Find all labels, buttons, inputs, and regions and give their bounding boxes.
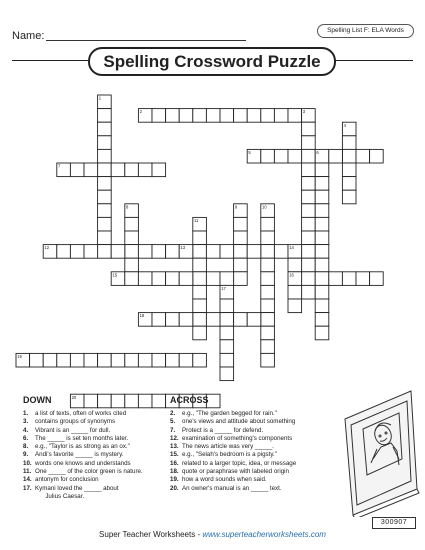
grid-cell[interactable] [193, 313, 207, 327]
grid-cell[interactable] [302, 231, 316, 245]
across-clue: 5. one's views and attitude about something [170, 418, 296, 426]
clue-number: 6 [316, 150, 319, 155]
book-illustration [333, 385, 421, 517]
grid-cell[interactable] [315, 285, 329, 299]
grid-cell[interactable] [98, 204, 112, 218]
grid-cell[interactable] [57, 353, 71, 367]
grid-cell[interactable] [98, 190, 112, 204]
grid-cell[interactable] [98, 163, 112, 177]
grid-cell[interactable] [329, 149, 343, 163]
across-clue: 15. e.g., "Selah's bedroom is a pigsty." [170, 451, 277, 459]
grid-cell[interactable] [193, 245, 207, 259]
grid-cell[interactable] [234, 109, 248, 123]
grid-cell[interactable] [193, 272, 207, 286]
clue-number: 14 [289, 245, 294, 251]
grid-cell[interactable] [179, 272, 193, 286]
grid-cell[interactable] [220, 245, 234, 259]
grid-cell[interactable] [84, 353, 98, 367]
down-clue: 3. contains groups of synonyms [23, 418, 116, 426]
grid-cell[interactable] [125, 163, 139, 177]
across-clue: 19. how a word sounds when said. [170, 476, 267, 484]
grid-cell[interactable] [261, 258, 275, 272]
grid-cell[interactable] [166, 353, 180, 367]
grid-cell[interactable] [247, 313, 261, 327]
grid-cell[interactable] [302, 217, 316, 231]
grid-cell[interactable] [302, 136, 316, 150]
grid-cell[interactable] [152, 245, 166, 259]
clue-number: 3 [302, 109, 306, 115]
grid-cell[interactable] [261, 272, 275, 286]
grid-cell[interactable] [193, 231, 207, 245]
grid-cell[interactable] [315, 204, 329, 218]
across-clue-list [170, 410, 296, 493]
grid-cell[interactable] [70, 163, 84, 177]
down-clue: 9. Andi's favorite _____ is mystery. [23, 451, 124, 459]
grid-cell[interactable] [43, 353, 57, 367]
grid-cell[interactable] [302, 190, 316, 204]
clue-number: 16 [289, 272, 294, 278]
grid-cell[interactable] [220, 299, 234, 313]
grid-cell[interactable] [342, 272, 356, 286]
across-heading: ACROSS [170, 395, 209, 405]
grid-cell[interactable] [70, 245, 84, 259]
across-clue: 12. examination of something's components [170, 434, 293, 442]
across-clue: 18. quote or paraphrase with labeled origin [170, 468, 289, 476]
grid-cell[interactable] [261, 326, 275, 340]
grid-cell[interactable] [274, 109, 288, 123]
clue-number: 1 [98, 95, 102, 101]
grid-cell[interactable] [302, 122, 316, 136]
grid-cell[interactable] [206, 109, 220, 123]
grid-cell[interactable] [125, 353, 139, 367]
grid-cell[interactable] [98, 177, 112, 191]
grid-cell[interactable] [84, 245, 98, 259]
grid-cell[interactable] [179, 313, 193, 327]
clue-number: 9 [234, 204, 238, 210]
grid-cell[interactable] [220, 353, 234, 367]
grid-cell[interactable] [370, 149, 384, 163]
grid-cell[interactable] [356, 149, 370, 163]
grid-cell[interactable] [206, 313, 220, 327]
grid-cell[interactable] [315, 299, 329, 313]
down-clue: 10. words one knows and understands [23, 459, 131, 467]
grid-cell[interactable] [166, 313, 180, 327]
grid-cell[interactable] [166, 272, 180, 286]
page-title: Spelling Crossword Puzzle [88, 47, 336, 76]
clue-number: 20 [71, 394, 77, 400]
down-clue-list [23, 410, 143, 501]
grid-cell[interactable] [98, 353, 112, 367]
down-clue: 8. e.g., "Taylor is as strong as an ox." [23, 443, 130, 451]
clue-number: 19 [17, 354, 22, 359]
grid-cell[interactable] [220, 313, 234, 327]
grid-cell[interactable] [247, 109, 261, 123]
grid-cell[interactable] [329, 272, 343, 286]
grid-cell[interactable] [220, 109, 234, 123]
grid-cell[interactable] [152, 109, 166, 123]
across-section [170, 395, 296, 493]
grid-cell[interactable] [315, 177, 329, 191]
grid-cell[interactable] [98, 231, 112, 245]
grid-cell[interactable] [342, 177, 356, 191]
grid-cell[interactable] [315, 231, 329, 245]
grid-cell[interactable] [234, 313, 248, 327]
grid-cell[interactable] [302, 177, 316, 191]
grid-cell[interactable] [302, 149, 316, 163]
grid-cell[interactable] [315, 217, 329, 231]
grid-cell[interactable] [234, 258, 248, 272]
grid-cell[interactable] [84, 163, 98, 177]
grid-cell[interactable] [125, 272, 139, 286]
grid-cell[interactable] [302, 285, 316, 299]
clue-number: 5 [248, 150, 251, 155]
grid-cell[interactable] [288, 299, 302, 313]
grid-cell[interactable] [302, 272, 316, 286]
grid-cell[interactable] [261, 285, 275, 299]
grid-cell[interactable] [98, 217, 112, 231]
grid-cell[interactable] [315, 272, 329, 286]
down-clue: 1. a list of texts, often of works cited [23, 410, 127, 417]
clue-number: 4 [343, 122, 346, 128]
grid-cell[interactable] [315, 326, 329, 340]
grid-cell[interactable] [261, 149, 275, 163]
footer [0, 530, 425, 539]
clue-number: 12 [44, 245, 50, 251]
grid-cell[interactable] [342, 136, 356, 150]
clue-number: 13 [180, 245, 186, 251]
grid-cell[interactable] [302, 258, 316, 272]
across-clue: 20. An owner's manual is an _____ text. [170, 484, 282, 492]
grid-cell[interactable] [261, 340, 275, 354]
down-clue: 6. The _____ is set ten months later. [23, 434, 129, 442]
clue-number: 11 [194, 218, 199, 223]
across-clue: 13. The news article was very _____. [170, 443, 274, 451]
grid-cell[interactable] [166, 245, 180, 259]
grid-cell[interactable] [98, 136, 112, 150]
grid-cell[interactable] [193, 109, 207, 123]
grid-cell[interactable] [166, 109, 180, 123]
grid-cell[interactable] [288, 109, 302, 123]
grid-cell[interactable] [220, 340, 234, 354]
grid-cell[interactable] [98, 122, 112, 136]
grid-cell[interactable] [152, 163, 166, 177]
down-clue: 4. Vibrant is an _____ for dull. [23, 426, 111, 434]
grid-cell[interactable] [193, 353, 207, 367]
grid-cell[interactable] [111, 163, 125, 177]
grid-cell[interactable] [220, 326, 234, 340]
grid-cell[interactable] [261, 245, 275, 259]
grid-cell[interactable] [125, 217, 139, 231]
grid-cell[interactable] [288, 258, 302, 272]
clue-number: 7 [58, 163, 61, 169]
clue-number: 10 [262, 204, 267, 210]
grid-cell[interactable] [261, 217, 275, 231]
grid-cell[interactable] [342, 163, 356, 177]
grid-cell[interactable] [138, 163, 152, 177]
grid-cell[interactable] [234, 272, 248, 286]
grid-cell[interactable] [234, 217, 248, 231]
grid-cell[interactable] [98, 149, 112, 163]
grid-cell[interactable] [152, 394, 166, 408]
across-clue: 16. related to a larger topic, idea, or message [170, 459, 297, 467]
clue-number: 2 [139, 109, 142, 115]
grid-cell[interactable] [315, 313, 329, 327]
grid-cell[interactable] [370, 272, 384, 286]
grid-cell[interactable] [261, 353, 275, 367]
clue-number: 17 [221, 286, 226, 291]
grid-cell[interactable] [111, 245, 125, 259]
down-clue: 11. One _____ of the color green is nature. [23, 468, 143, 476]
grid-cell[interactable] [152, 313, 166, 327]
grid-cell[interactable] [206, 272, 220, 286]
grid-cell[interactable] [288, 149, 302, 163]
grid-cell[interactable] [261, 231, 275, 245]
grid-cell[interactable] [234, 231, 248, 245]
grid-cell[interactable] [57, 245, 71, 259]
grid-cell[interactable] [315, 245, 329, 259]
grid-cell[interactable] [342, 190, 356, 204]
grid-cell[interactable] [261, 299, 275, 313]
grid-cell[interactable] [138, 245, 152, 259]
grid-cell[interactable] [179, 109, 193, 123]
grid-cell[interactable] [98, 109, 112, 123]
grid-cell[interactable] [125, 258, 139, 272]
worksheet-code: 300907 [372, 517, 416, 529]
grid-cell[interactable] [193, 326, 207, 340]
grid-cell[interactable] [315, 163, 329, 177]
grid-cell[interactable] [261, 109, 275, 123]
grid-cell[interactable] [220, 272, 234, 286]
clue-number: 8 [126, 204, 129, 210]
grid-cell[interactable] [220, 367, 234, 381]
clue-number: 15 [112, 272, 118, 278]
grid-cell[interactable] [315, 258, 329, 272]
down-clue: 14. antonym for conclusion [23, 476, 99, 484]
grid-cell[interactable] [302, 163, 316, 177]
clue-number: 18 [139, 313, 145, 319]
grid-cell[interactable] [138, 272, 152, 286]
grid-cell[interactable] [302, 204, 316, 218]
across-clue: 2. e.g., "The garden begged for rain." [170, 410, 277, 417]
grid-cell[interactable] [342, 149, 356, 163]
grid-cell[interactable] [138, 353, 152, 367]
footer-url-link[interactable]: www.superteacherworksheets.com [202, 530, 326, 539]
grid-cell[interactable] [274, 245, 288, 259]
grid-cell[interactable] [234, 245, 248, 259]
grid-cell[interactable] [315, 190, 329, 204]
grid-cell[interactable] [302, 245, 316, 259]
grid-cell[interactable] [98, 245, 112, 259]
grid-cell[interactable] [261, 313, 275, 327]
footer-separator: - [195, 530, 203, 539]
down-heading: DOWN [23, 395, 52, 405]
across-clue: 7. Protect is a _____ for defend. [170, 426, 264, 434]
grid-cell[interactable] [288, 285, 302, 299]
grid-cell[interactable] [30, 353, 44, 367]
down-section [23, 395, 143, 501]
grid-cell[interactable] [152, 272, 166, 286]
grid-cell[interactable] [152, 353, 166, 367]
grid-cell[interactable] [274, 149, 288, 163]
grid-cell[interactable] [206, 245, 220, 259]
grid-cell[interactable] [193, 299, 207, 313]
grid-cell[interactable] [125, 245, 139, 259]
grid-cell[interactable] [247, 245, 261, 259]
name-label: Name: [12, 30, 45, 42]
grid-cell[interactable] [111, 353, 125, 367]
footer-brand: Super Teacher Worksheets [99, 530, 196, 539]
grid-cell[interactable] [356, 272, 370, 286]
grid-cell[interactable] [70, 353, 84, 367]
grid-cell[interactable] [193, 285, 207, 299]
spelling-list-badge: Spelling List F: ELA Words [317, 24, 414, 38]
grid-cell[interactable] [193, 258, 207, 272]
grid-cell[interactable] [125, 231, 139, 245]
down-clue: 17. Kymani loved the _____ about Julius Caesar. [23, 484, 119, 500]
grid-cell[interactable] [179, 353, 193, 367]
